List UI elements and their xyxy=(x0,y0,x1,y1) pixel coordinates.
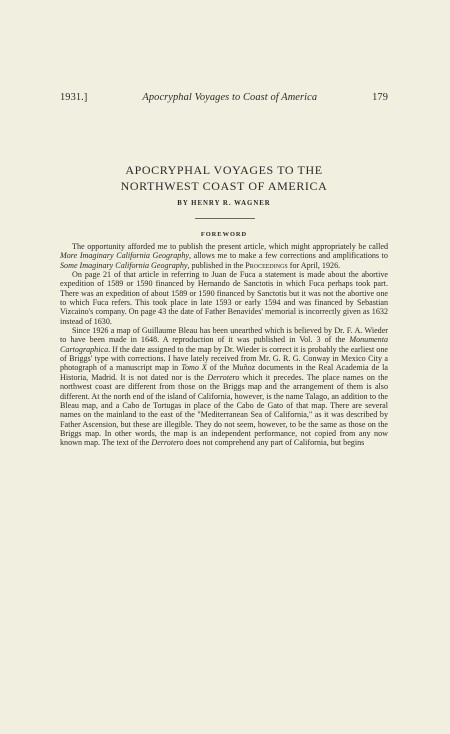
title-line-1: APOCRYPHAL VOYAGES TO THE xyxy=(125,163,323,177)
volume-year: 1931.] xyxy=(60,92,88,103)
section-heading: FOREWORD xyxy=(200,231,248,238)
title-line-2: NORTHWEST COAST OF AMERICA xyxy=(120,179,328,193)
paragraph-2: On page 21 of that article in referring to Juan de Fuca a statement is made about the abortive expedition of 1589 or 1590 financed by Hernando de Sanctotis in which Fuca perhaps took part. There was an expedition of about 1589 or 1590 financed by Sanctotis but it was not the abortive one to which Fuca refers. This took place in late 1593 or early 1594 and was financed by Sebastian Vizcaino's company. On page 43 the date of Father Benavides' memorial is incorrectly given as 1632 instead of 1630. xyxy=(60,270,388,326)
running-head xyxy=(60,92,388,103)
author-byline: BY HENRY R. WAGNER xyxy=(177,200,271,207)
paragraph-3: Since 1926 a map of Guillaume Bleau has been unearthed which is believed by Dr. F. A. Wieder to have been made in 1648. A reproduction of it was published in Vol. 3 of the Monumenta Cartographica. If the date assigned to the map by Dr. Wieder is correct it is probably the earliest one of Briggs' type with corrections. I have lately received from Mr. G. R. G. Conway in Mexico City a photograph of a manuscript map in Tomo X of the Muñoz documents in the Real Academia de la Historia, Madrid. It is not dated nor is the Derrotero which it precedes. The place names on the northwest coast are different from those on the Briggs map and the arrangement of them is also different. At the north end of the island of California, however, is the name Talago, an addition to the Bleau map, and a Cabo de Tortugas in place of the Cabo de Gato of that map. There are several names on the mainland to the east of the "Mediterranean Sea of California," as it was described by Father Ascension, but these are illegible. They do not seem, however, to be the same as those on the Briggs map. In other words, the map is an independent performance, not copied from any now known map. The text of the Derrotero does not comprehend any part of California, but begins xyxy=(60,326,388,448)
article-title xyxy=(60,162,388,194)
divider-rule xyxy=(195,218,255,219)
running-title: Apocryphal Voyages to Coast of America xyxy=(142,92,318,103)
article-body xyxy=(60,242,388,448)
paragraph-1: The opportunity afforded me to publish the present article, which might appropriately be called More Imaginary California Geography, allows me to make a few corrections and amplifications to Some Imaginary California Geography, published in the Proceedings for April, 1926. xyxy=(60,242,388,270)
page-number: 179 xyxy=(372,92,388,103)
